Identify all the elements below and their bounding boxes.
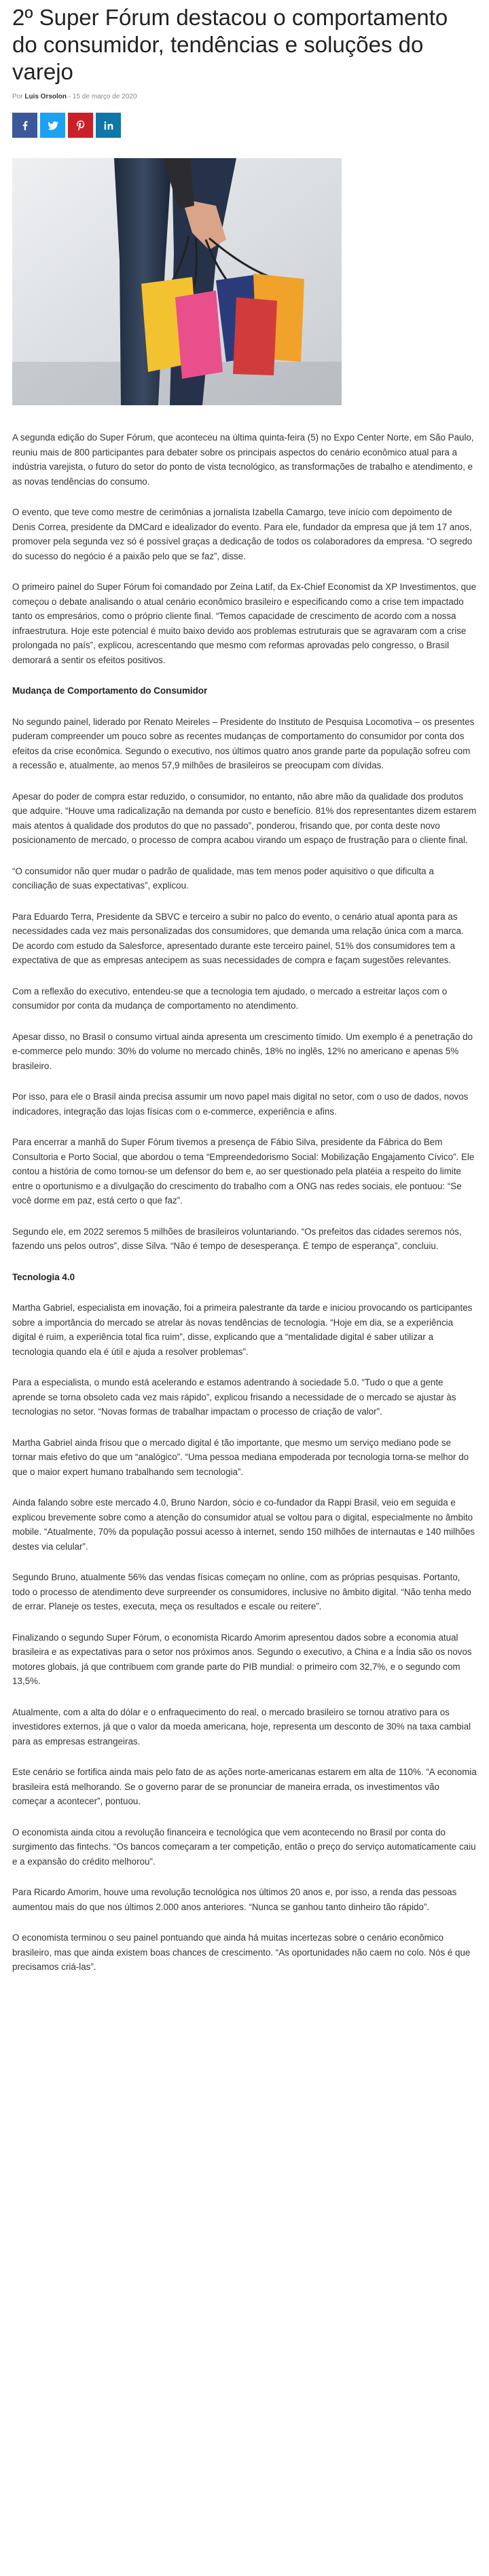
- twitter-share-button[interactable]: [40, 113, 65, 138]
- section-heading: Mudança de Comportamento do Consumidor: [12, 686, 208, 696]
- paragraph: “O consumidor não quer mudar o padrão de qualidade, mas tem menos poder aquisitivo o que dificulta a conciliação de suas expectativas”, explicou.: [12, 865, 434, 891]
- paragraph: Ainda falando sobre este mercado 4.0, Bruno Nardon, sócio e co-fundador da Rappi Brasil, veio em seguida e explicou brevemente sobre como a atenção do consumidor atual se voltou para o digital, especialmente no âmbito mobile. “Atualmente, 70% da população possui acesso à internet, sendo 150 milhões de internautas e 140 milhões destes via celular”.: [12, 1497, 475, 1552]
- paragraph: Para Ricardo Amorim, houve uma revolução tecnológica nos últimos 20 anos e, por isso, a renda das pessoas aumentou mais do que nos últimos 2.000 anos anteriores. “Nunca se ganhou tanto dinheiro tão rápido”.: [12, 1887, 457, 1912]
- article-title: 2º Super Fórum destacou o comportamento do consumidor, tendências e soluções do varejo: [12, 5, 448, 84]
- paragraph: Para a especialista, o mundo está acelerando e estamos adentrando à sociedade 5.0. “Tudo o que a gente aprende se torna obsoleto cada vez mais rápido”, explicou frisando a necessidade de o mercado se ajustar às tecnologias no setor. “Novas formas de trabalhar impactam o processo de criação de valor”.: [12, 1377, 456, 1417]
- share-buttons: [12, 113, 477, 138]
- paragraph: Apesar do poder de compra estar reduzido, o consumidor, no entanto, não abre mão da qualidade dos produtos que adquire. “Houve uma radicalização na demanda por custo e benefício. 81% dos representantes dizem estarem mais atentos à qualidade dos produtos do que no passado”, ponderou, frisando que, por conta deste novo posicionamento de mercado, o processo de compra acabou virando um espaço de frustração para o cliente final.: [12, 791, 477, 845]
- paragraph: Este cenário se fortifica ainda mais pelo fato de as ações norte-americanas estarem em alta de 110%. “A economia brasileira está melhorando. Se o governo parar de se pronunciar de maneira errada, os investimentos vão começar a acontecer”, pontuou.: [12, 1767, 477, 1806]
- facebook-share-button[interactable]: [12, 113, 37, 138]
- paragraph: Segundo ele, em 2022 seremos 5 milhões de brasileiros voluntariando. “Os prefeitos das cidades seremos nós, fazendo uns pelos outros”, disse Silva. “Não é tempo de desesperança. É tempo de esperança”, concluiu.: [12, 1226, 462, 1251]
- paragraph: O primeiro painel do Super Fórum foi comandado por Zeina Latif, da Ex-Chief Economist da XP Investimentos, que começou o debate analisando o atual cenário econômico brasileiro e especificando como a crise tem impactado tanto os empresários, como o próprio cliente final. “Temos capacidade de crescimento de acordo com a nossa infraestrutura. Hoje este potencial é muito baixo devido aos problemas estruturais que se agravaram com a crise prolongada no país”, explicou, acrescentando que mesmo com reformas aprovadas pelo congresso, o Brasil demorará a sentir os efeitos positivos.: [12, 582, 477, 665]
- byline: [12, 92, 477, 102]
- author-name[interactable]: Luis Orsolon: [24, 93, 67, 100]
- paragraph: Por isso, para ele o Brasil ainda precisa assumir um novo papel mais digital no setor, com o uso de dados, novos indicadores, integração das lojas físicas com o e-commerce, experiência e afins.: [12, 1091, 469, 1117]
- section-heading: Tecnologia 4.0: [12, 1271, 75, 1282]
- pinterest-icon: [75, 119, 87, 132]
- hero-image-shopping-bags: [12, 158, 342, 405]
- byline-separator: -: [68, 93, 73, 100]
- paragraph: Para Eduardo Terra, Presidente da SBVC e terceiro a subir no palco do evento, o cenário atual aponta para as necessidades cada vez mais personalizadas dos consumidores, que demanda uma relação única com a marca. De acordo com estudo da Salesforce, apresentado durante este terceiro painel, 51% dos consumidores tem a expectativa de que as empresas antecipem as suas necessidades de compra e façam sugestões relevantes.: [12, 911, 464, 965]
- facebook-icon: [19, 119, 31, 132]
- linkedin-share-button[interactable]: [96, 113, 121, 138]
- publish-date: 15 de março de 2020: [72, 93, 137, 100]
- article-body: [12, 430, 477, 1975]
- linkedin-icon: [103, 119, 115, 132]
- paragraph: A segunda edição do Super Fórum, que aconteceu na última quinta-feira (5) no Expo Center Norte, em São Paulo, reuniu mais de 800 participantes para debater sobre os principais aspectos do cenário econômico atual para a indústria varejista, o futuro do setor do ponto de vista tecnológico, as transformações de trabalho e atendimento, e as novas tendências do consumo.: [12, 432, 474, 487]
- paragraph: Finalizando o segundo Super Fórum, o economista Ricardo Amorim apresentou dados sobre a economia atual brasileira e as expectativas para o setor nos próximos anos. Segundo o executivo, a China e a Índia são os novos motores globais, já que contribuem com grande parte do PIB mundial: o primeiro com 32,7%, e o segundo com 13,5%.: [12, 1632, 472, 1686]
- paragraph: O economista terminou o seu painel pontuando que ainda há muitas incertezas sobre o cenário econômico brasileiro, mas que ainda existem boas chances de crescimento. “As oportunidades não caem no colo. Nós é que precisamos criá-las”.: [12, 1933, 471, 1972]
- article: [12, 0, 477, 1991]
- pinterest-share-button[interactable]: [68, 113, 93, 138]
- paragraph: Para encerrar a manhã do Super Fórum tivemos a presença de Fábio Silva, presidente da Fábrica do Bem Consultoria e Porto Social, que abordou o tema “Empreendedorismo Social: Mobilização Engajamento Cívico”. Ele contou a história de como tornou-se um defensor do bem e, ao ser questionado pela platéia a respeito do limite entre o oportunismo e a divulgação do crescimento do trabalho com a ONG nas redes sociais, ele pontuou: “Se você dorme em paz, está certo o que faz”.: [12, 1137, 475, 1206]
- paragraph: O economista ainda citou a revolução financeira e tecnológica que vem acontecendo no Brasil por conta do surgimento das fintechs. “Os bancos começaram a ter competição, então o preço do serviço automaticamente caiu e a expansão do crédito melhorou”.: [12, 1827, 476, 1867]
- paragraph: Apesar disso, no Brasil o consumo virtual ainda apresenta um crescimento tímido. Um exemplo é a penetração do e-commerce pelo mundo: 30% do volume no mercado chinês, 18% no inglês, 12% no americano e apenas 5% brasileiro.: [12, 1031, 473, 1071]
- paragraph: No segundo painel, liderado por Renato Meireles – Presidente do Instituto de Pesquisa Locomotiva – os presentes puderam compreender um pouco sobre as recentes mudanças de comportamento do consumidor por conta dos efeitos da crise econômica. Segundo o executivo, nos últimos quatro anos grande parte da população sofreu com a recessão e, atualmente, ao menos 57,9 milhões de brasileiros se preocupam com dívidas.: [12, 716, 475, 770]
- byline-prefix: Por: [12, 93, 23, 100]
- paragraph: Atualmente, com a alta do dólar e o enfraquecimento do real, o mercado brasileiro se tornou atrativo para os investidores externos, já que o valor da moeda americana, hoje, representa um desconto de 30% na taxa cambial para as empresas estrangeiras.: [12, 1706, 471, 1747]
- paragraph: Segundo Bruno, atualmente 56% das vendas físicas começam no online, com as próprias pesquisas. Portanto, todo o processo de atendimento deve surpreender os consumidores, inclusive no âmbito digital. “Não tenha medo de errar. Planeje os testes, executa, meça os resultados e escale ou reitere”.: [12, 1572, 471, 1611]
- twitter-icon: [47, 119, 59, 132]
- paragraph: O evento, que teve como mestre de cerimônias a jornalista Izabella Camargo, teve início com depoimento de Denis Correa, presidente da DMCard e idealizador do evento. Para ele, fundador da empresa que já tem 17 anos, promover pela segunda vez só é possível graças a dedicação de todos os colaboradores da empresa. “O segredo do sucesso do negócio é a paixão pelo que se faz”, disse.: [12, 507, 473, 561]
- paragraph: Martha Gabriel ainda frisou que o mercado digital é tão importante, que mesmo um serviço mediano pode se tornar mais efetivo do que um “analógico”. “Uma pessoa mediana empoderada por tecnologia torna-se melhor do que o maior expert humano trabalhando sem tecnologia”.: [12, 1437, 469, 1477]
- paragraph: Com a reflexão do executivo, entendeu-se que a tecnologia tem ajudado, o mercado a estreitar laços com o consumidor por conta da mudança de comportamento no atendimento.: [12, 986, 448, 1011]
- paragraph: Martha Gabriel, especialista em inovação, foi a primeira palestrante da tarde e iniciou provocando os participantes sobre a importância do mercado se atrelar às novas tendências de tecnologia. “Hoje em dia, se a experiência digital é ruim, a experiência total fica ruim”, disse, explicando que a “mentalidade digital é saber utilizar a tecnologia quando ela é útil e ajuda a resolver problemas”.: [12, 1303, 473, 1357]
